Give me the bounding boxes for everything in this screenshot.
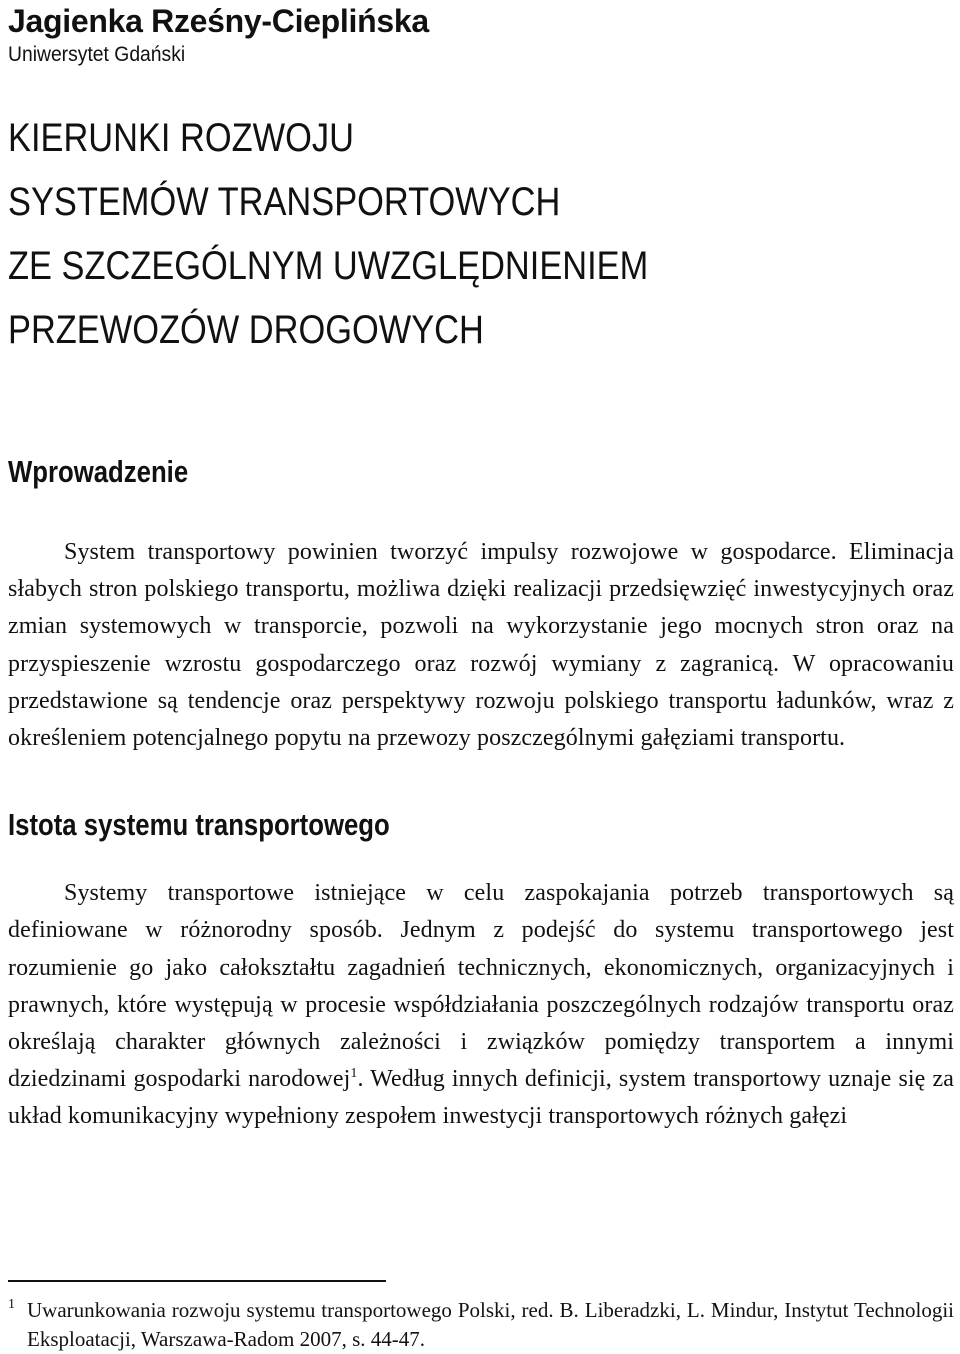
footnote-text: Uwarunkowania rozwoju systemu transportowego Polski, red. B. Liberadzki, L. Mindur, Instytut Technologii Eksploatacji, Warszawa-Radom 2007, s. 44-47. — [27, 1298, 954, 1351]
introduction-paragraph: System transportowy powinien tworzyć impulsy rozwojowe w gospodarce. Eliminacja słabych stron polskiego transportu, możliwa dzięki realizacji przedsięwzięć inwestycyjnych oraz zmian systemowych w transporcie, pozwoli na wykorzystanie jego mocnych stron oraz na przyspieszenie wzrostu gospodarczego oraz rozwój wymiany z zagranicą. W opracowaniu przedstawione są tendencje oraz perspektywy rozwoju polskiego transportu ładunków, wraz z określeniem potencjalnego popytu na przewozy poszczególnymi gałęziami transportu. — [8, 539, 954, 752]
section-heading-essence: Istota systemu transportowego — [8, 807, 390, 843]
title-line: ZE SZCZEGÓLNYM UWZGLĘDNIENIEM — [8, 244, 649, 288]
author-affiliation: Uniwersytet Gdański — [8, 43, 186, 66]
author-name: Jagienka Rześny-Cieplińska — [8, 3, 429, 39]
title-line: PRZEWOZÓW DROGOWYCH — [8, 308, 484, 352]
title-line: SYSTEMÓW TRANSPORTOWYCH — [8, 180, 561, 224]
footnote — [8, 1296, 954, 1354]
section-heading-introduction: Wprowadzenie — [8, 454, 189, 489]
essence-paragraph — [8, 875, 954, 1135]
paragraph-text: Systemy transportowe istniejące w celu zaspokajania potrzeb transportowych są definiowane w różnorodny sposób. Jednym z podejść do systemu transportowego jest rozumienie go jako całokształtu zagadnień technicznych, ekonomicznych, organizacyjnych i prawnych, które występują w procesie współdziałania poszczególnych rodzajów transportu oraz określają charakter głównych zależności i związków pomiędzy transportem a innymi dziedzinami gospodarki narodowej — [8, 880, 954, 1093]
paragraph-text: . Według innych definicji, system transportowy uznaje się za układ komunikacyjny wypełniony zespołem inwestycji transportowych różnych gałęzi — [8, 1066, 954, 1130]
document-page — [8, 0, 954, 1136]
footnote-number: 1 — [8, 1297, 15, 1312]
footnote-reference[interactable]: 1 — [350, 1066, 358, 1082]
paper-title — [8, 106, 822, 362]
title-line: KIERUNKI ROZWOJU — [8, 116, 354, 160]
footnote-divider — [8, 1280, 386, 1282]
